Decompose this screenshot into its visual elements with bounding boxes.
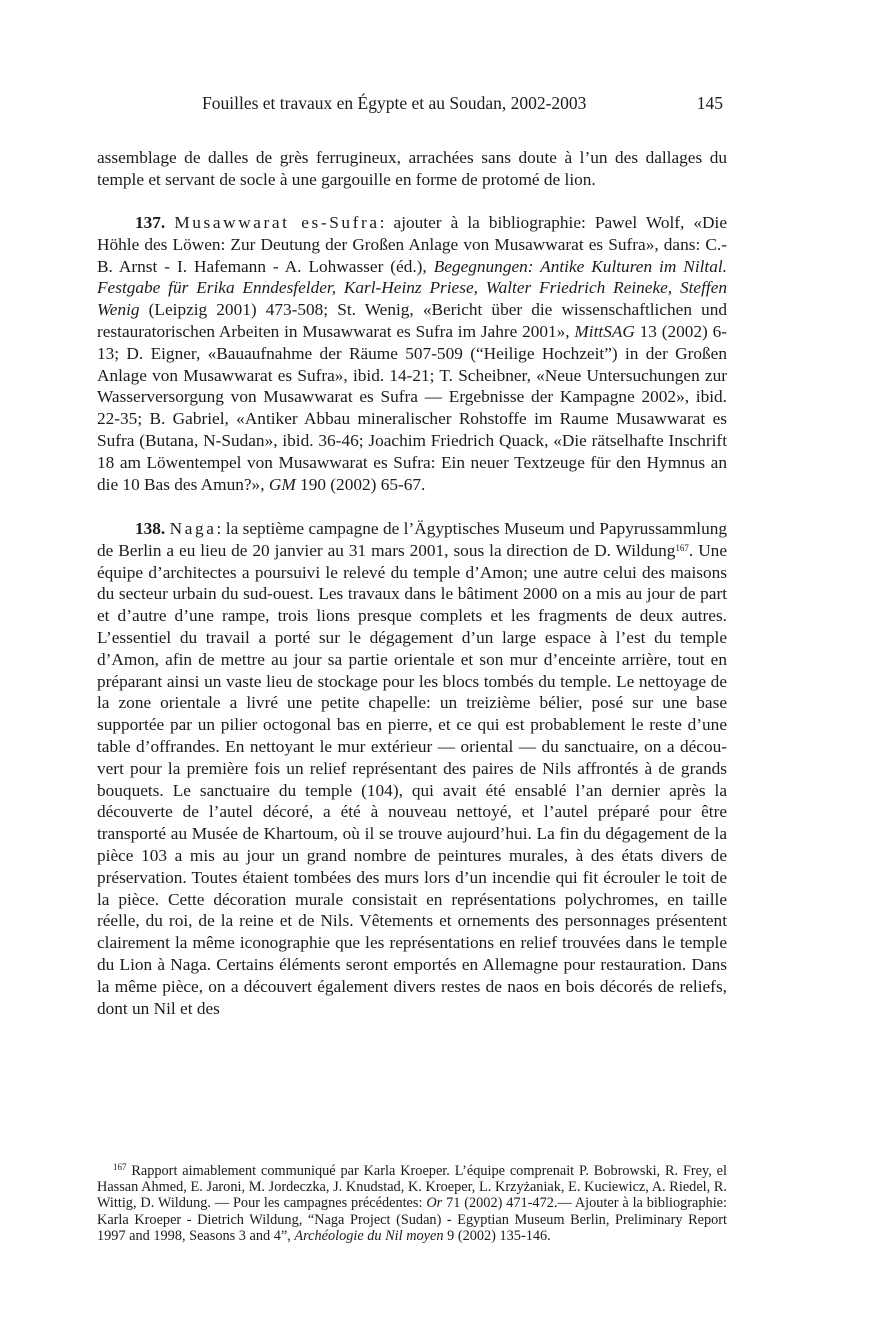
footnote-text: Rapport aimablement communiqué par Karla Kroeper. L’équipe comprenait P. Bobrowski, R. Frey, el Hassan Ahmed, E. Jaroni, M. Jordeczka, J. Knudstad, K. Kroeper, L. Krzyżaniak, E. Kuciewicz, A. Riedel, R. Wittig, D. Wildung. — Pour les campagnes précédentes: (97, 1163, 727, 1212)
entry-text: 13 (2002) 6-13; D. Eigner, «Bauaufnahme der Räume 507-509 (“Heilige Hochzeit”) in der Großen Anlage von Musawwarat es Sufra», ibid. 14-21; T. Scheibner, «Neue Untersuchungen zur Wasserversorgung von Musawwarat es Sufra — Ergebnisse der Kampagne 2002», ibid. 22-35; B. Gabriel, «Antiker Abbau mineralischer Rohstoffe im Raume Musawwarat es Sufra (Butana, N-Sudan», ibid. 36-46; Joachim Friedrich Quack, «Die rätselhafte Inschrift 18 am Löwentempel von Musawwarat es Sufra: Ein neuer Textzeuge für den Hymnus an die 10 Bas des Amun?», (97, 321, 727, 494)
entry-number: 137. (135, 213, 166, 232)
footnote-number: 167 (113, 1162, 127, 1172)
site-name: Naga (169, 519, 217, 538)
book-title: Begegnungen: Antike Kulturen im Niltal. Festgabe für Erika Enndesfelder, Karl-Heinz Priese, Walter Friedrich Reineke, Steffen Wenig (97, 256, 727, 320)
entry-137 (97, 212, 727, 495)
running-header (97, 93, 725, 117)
entry-text: (Leipzig 2001) 473-508; St. Wenig, «Bericht über die wissenschaftlichen und restauratorischen Arbeiten in Musawwarat es Sufra im Jahre 2001», (97, 300, 727, 341)
running-title: Fouilles et travaux en Égypte et au Soudan, 2002-2003 (202, 93, 587, 113)
footnote-text: 9 (2002) 135-146. (443, 1227, 551, 1244)
journal-abbrev: MittSAG (574, 321, 635, 341)
paragraph-continuation (97, 147, 727, 191)
entry-text: : ajouter à la bibliographie: Pawel Wolf, «Die Höhle des Löwen: Zur Deutung der Großen Anlage von Musawwarat es Sufra», dans: C.-B. Arnst - I. Hafemann - A. Lohwasser (éd.), (97, 213, 727, 276)
entry-number: 138. (135, 519, 166, 538)
journal-abbrev: GM (268, 474, 296, 494)
footnote-ref[interactable]: 167 (675, 542, 689, 553)
journal-title: Archéologie du Nil moyen (294, 1227, 444, 1244)
page-number: 145 (696, 93, 723, 113)
entry-text: 190 (2002) 65-67. (295, 474, 426, 494)
footnote-167 (97, 1163, 727, 1244)
entry-text: : la septième campagne de l’Ägyptisches Museum und Papyrussammlung de Berlin a eu lieu de 20 janvier au 31 mars 2001, sous la direction de D. Wildung (97, 519, 727, 560)
entry-text: . Une équipe d’architectes a poursuivi le relevé du temple d’Amon; une autre celui des maisons du secteur urbain du sud-ouest. Les travaux dans le bâtiment 2000 on a mis au jour de part et d’autre d’une rampe, trois lions presque complets et les fragments de deux autres. L’essentiel du travail a porté sur le dégagement d’un large espace à l’est du temple d’Amon, afin de mettre au jour sa partie orientale et son mur d’enceinte arrière, tout en préparant ainsi un vaste lieu de stockage pour les blocs tombés du temple. Le nettoyage de la zone orientale a livré une petite chapelle: un treizième bélier, posé sur une base supportée par un pilier octogonal bas en pierre, et ce qui est probablement le reste d’une table d’offrandes. En nettoyant le mur extérieur — oriental — du sanctuaire, on a découvert pour la première fois un relief représentant des paires de Nils affrontés à de grands bouquets. Le sanctuaire du temple (104), qui avait été ensablé l’an dernier après la découverte de l’autel décoré, a été à nouveau nettoyé, et l’autel préparé pour être transporté au Musée de Khartoum, où il se trouve aujourd’hui. La fin du dégagement de la pièce 103 a mis au jour un grand nombre de peintures murales, à des états divers de préservation. Toutes étaient tombées des murs lors d’un incendie qui fit écrouler le toit de la pièce. Cette décoration murale consistait en représentations polychromes, en taille réelle, du roi, de la reine et de Nils. Vêtements et ornements des personnages présentent clairement la même iconographie que les représentations en relief trouvées dans le temple du Lion à Naga. Certains éléments seront emportés en Allemagne pour restauration. Dans la même pièce, on a découvert également divers restes de naos en bois décorés de reliefs, dont un Nil et des (97, 540, 727, 1018)
journal-abbrev: Or (426, 1195, 443, 1212)
footnote-text: 71 (2002) 471-472.— Ajouter à la bibliographie: Karla Kroeper - Dietrich Wildung, “Naga Project (Sudan) - Egyptian Museum Berlin, Preliminary Report 1997 and 1998, Seasons 3 and 4”, (97, 1195, 727, 1244)
site-name: Musawwarat es-Sufra (174, 213, 380, 232)
entry-138 (97, 518, 727, 1019)
paragraph-text: assemblage de dalles de grès ferrugineux, arrachées sans doute à l’un des dallages du temple et servant de socle à une gargouille en forme de protomé de lion. (97, 148, 727, 189)
